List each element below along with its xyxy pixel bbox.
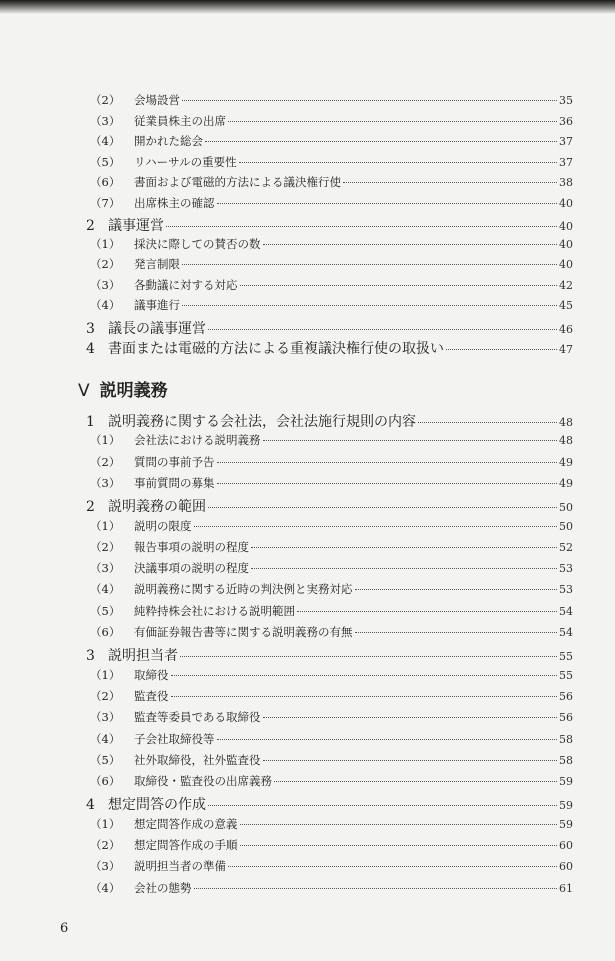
entry-page: 54 bbox=[559, 604, 573, 618]
toc-section-entry bbox=[86, 794, 573, 814]
chapter-number: V bbox=[78, 381, 90, 401]
entry-title: 採決に際しての賛否の数 bbox=[134, 236, 261, 251]
entry-page: 55 bbox=[559, 650, 573, 664]
entry-number: （3） bbox=[90, 113, 121, 128]
entry-title: 議長の議事運営 bbox=[108, 320, 206, 337]
entry-number: （2） bbox=[90, 539, 121, 554]
dot-leader bbox=[263, 440, 558, 441]
toc-section-entry bbox=[86, 645, 573, 665]
entry-page: 58 bbox=[559, 753, 573, 767]
dot-leader bbox=[263, 244, 558, 245]
chapter-heading bbox=[78, 376, 168, 401]
toc-subsection-entry bbox=[90, 603, 573, 619]
entry-title: 取締役 bbox=[134, 667, 169, 682]
dot-leader bbox=[251, 568, 557, 569]
dot-leader bbox=[239, 162, 557, 163]
entry-page: 56 bbox=[559, 711, 573, 725]
entry-title: リハーサルの重要性 bbox=[134, 154, 237, 169]
toc-subsection-entry bbox=[90, 709, 573, 725]
entry-page: 38 bbox=[559, 176, 573, 189]
entry-title: 会社法における説明義務 bbox=[134, 433, 261, 448]
entry-title: 説明担当者の準備 bbox=[134, 859, 226, 874]
entry-page: 50 bbox=[559, 519, 573, 533]
entry-number: （6） bbox=[90, 774, 121, 789]
toc-subsection-entry bbox=[90, 816, 573, 832]
entry-number: （1） bbox=[90, 518, 121, 533]
entry-title: 取締役・監査役の出席義務 bbox=[134, 774, 272, 789]
entry-number: （3） bbox=[90, 859, 121, 874]
dot-leader bbox=[251, 547, 557, 548]
entry-title: 会社の態勢 bbox=[134, 880, 192, 895]
entry-page: 55 bbox=[559, 668, 573, 682]
dot-leader bbox=[228, 121, 557, 122]
toc-section-entry bbox=[86, 496, 573, 516]
entry-page: 47 bbox=[559, 343, 573, 356]
toc-subsection-entry bbox=[90, 581, 573, 597]
entry-number: （2） bbox=[90, 688, 121, 703]
entry-title: 事前質問の募集 bbox=[134, 475, 215, 490]
dot-leader bbox=[263, 717, 558, 718]
entry-number: （6） bbox=[90, 175, 121, 189]
entry-number: （4） bbox=[90, 880, 121, 895]
entry-title: 純粋持株会社における説明範囲 bbox=[134, 603, 295, 618]
entry-title: 説明義務の範囲 bbox=[108, 499, 206, 516]
dot-leader bbox=[171, 696, 558, 697]
entry-number: 3 bbox=[86, 320, 95, 337]
toc-section-entry bbox=[86, 338, 573, 358]
entry-title: 決議事項の説明の程度 bbox=[134, 561, 249, 576]
chapter-title: 説明義務 bbox=[99, 381, 168, 401]
toc-subsection-entry bbox=[90, 174, 573, 190]
entry-title: 有価証券報告書等に関する説明義務の有無 bbox=[134, 625, 353, 639]
entry-title: 監査等委員である取締役 bbox=[134, 710, 261, 725]
dot-leader bbox=[182, 305, 557, 306]
dot-leader bbox=[240, 285, 558, 286]
entry-page: 59 bbox=[559, 799, 573, 813]
page-number: 6 bbox=[60, 921, 69, 936]
entry-page: 46 bbox=[559, 322, 573, 336]
dot-leader bbox=[194, 888, 558, 889]
toc-subsection-entry bbox=[90, 731, 573, 747]
dot-leader bbox=[263, 760, 558, 761]
toc-subsection-entry bbox=[90, 236, 573, 252]
entry-title: 書面または電磁的方法による重複議決権行使の取扱い bbox=[108, 341, 444, 357]
toc-subsection-entry bbox=[90, 539, 573, 555]
toc-subsection-entry bbox=[90, 858, 573, 874]
dot-leader bbox=[194, 526, 558, 527]
entry-page: 59 bbox=[559, 775, 573, 789]
entry-page: 50 bbox=[559, 501, 573, 515]
dot-leader bbox=[297, 611, 557, 612]
dot-leader bbox=[418, 422, 557, 423]
dot-leader bbox=[343, 182, 557, 183]
entry-number: （3） bbox=[90, 475, 121, 490]
entry-page: 37 bbox=[559, 155, 573, 169]
entry-title: 想定問答作成の意義 bbox=[134, 816, 238, 831]
toc-subsection-entry bbox=[90, 518, 573, 534]
entry-title: 子会社取締役等 bbox=[134, 731, 215, 746]
entry-number: （2） bbox=[90, 838, 121, 852]
entry-title: 各動議に対する対応 bbox=[134, 277, 238, 292]
entry-title: 議事進行 bbox=[134, 298, 180, 312]
entry-page: 40 bbox=[559, 196, 573, 210]
entry-number: （5） bbox=[90, 603, 121, 618]
entry-number: （3） bbox=[90, 561, 121, 576]
toc-subsection-entry bbox=[90, 195, 573, 211]
entry-number: （1） bbox=[90, 816, 121, 831]
entry-title: 説明の限度 bbox=[134, 518, 192, 533]
toc-subsection-entry bbox=[90, 475, 573, 491]
entry-number: （1） bbox=[90, 667, 121, 682]
entry-page: 59 bbox=[559, 817, 573, 831]
entry-number: （4） bbox=[90, 134, 121, 148]
dot-leader bbox=[217, 203, 558, 204]
entry-page: 53 bbox=[559, 583, 573, 597]
entry-number: （4） bbox=[90, 298, 121, 312]
entry-page: 60 bbox=[559, 860, 573, 874]
toc-subsection-entry bbox=[90, 277, 573, 293]
entry-page: 58 bbox=[559, 732, 573, 746]
toc-subsection-entry bbox=[90, 92, 573, 108]
entry-number: 1 bbox=[86, 414, 95, 430]
dot-leader bbox=[208, 805, 557, 806]
toc-subsection-entry bbox=[90, 880, 573, 896]
entry-title: 開かれた総会 bbox=[134, 134, 203, 148]
entry-page: 36 bbox=[559, 114, 573, 128]
entry-number: （5） bbox=[90, 154, 121, 169]
entry-title: 報告事項の説明の程度 bbox=[134, 539, 249, 554]
toc-subsection-entry bbox=[90, 454, 573, 470]
entry-page: 48 bbox=[559, 434, 573, 448]
toc-subsection-entry bbox=[90, 624, 573, 640]
entry-title: 従業員株主の出席 bbox=[134, 113, 226, 128]
entry-title: 想定問答の作成 bbox=[108, 797, 206, 814]
toc-subsection-entry bbox=[90, 256, 573, 272]
dot-leader bbox=[446, 349, 557, 350]
entry-page: 40 bbox=[559, 220, 573, 233]
entry-number: 2 bbox=[86, 499, 95, 516]
entry-number: （3） bbox=[90, 277, 121, 292]
dot-leader bbox=[182, 100, 557, 101]
entry-title: 説明担当者 bbox=[108, 648, 178, 665]
entry-title: 監査役 bbox=[134, 688, 169, 703]
entry-page: 61 bbox=[559, 881, 573, 895]
dot-leader bbox=[355, 589, 558, 590]
entry-title: 説明義務に関する近時の判決例と実務対応 bbox=[134, 582, 353, 597]
entry-number: （2） bbox=[90, 454, 121, 469]
entry-number: （4） bbox=[90, 731, 121, 746]
dot-leader bbox=[171, 675, 558, 676]
entry-number: （7） bbox=[90, 195, 121, 210]
entry-page: 40 bbox=[559, 237, 573, 251]
dot-leader bbox=[182, 264, 557, 265]
entry-title: 発言制限 bbox=[134, 257, 180, 271]
dot-leader bbox=[217, 462, 558, 463]
entry-page: 54 bbox=[559, 626, 573, 639]
entry-number: （5） bbox=[90, 752, 121, 767]
entry-page: 52 bbox=[559, 540, 573, 554]
dot-leader bbox=[274, 781, 557, 782]
toc-section-entry bbox=[86, 318, 573, 338]
entry-page: 60 bbox=[559, 839, 573, 852]
entry-title: 出席株主の確認 bbox=[134, 195, 215, 210]
entry-page: 40 bbox=[559, 258, 573, 271]
dot-leader bbox=[240, 845, 558, 846]
dot-leader bbox=[217, 739, 558, 740]
entry-number: 4 bbox=[86, 797, 95, 814]
toc-subsection-entry bbox=[90, 432, 573, 448]
entry-number: （3） bbox=[90, 710, 121, 725]
toc-subsection-entry bbox=[90, 560, 573, 576]
entry-number: （2） bbox=[90, 93, 121, 107]
dot-leader bbox=[208, 507, 557, 508]
entry-title: 想定問答作成の手順 bbox=[134, 838, 238, 852]
entry-title: 説明義務に関する会社法，会社法施行規則の内容 bbox=[108, 414, 416, 430]
dot-leader bbox=[240, 824, 558, 825]
entry-page: 49 bbox=[559, 455, 573, 469]
entry-page: 56 bbox=[559, 689, 573, 703]
dot-leader bbox=[166, 226, 557, 227]
toc-subsection-entry bbox=[90, 837, 573, 853]
entry-number: （4） bbox=[90, 582, 121, 597]
entry-title: 社外取締役，社外監査役 bbox=[134, 752, 261, 767]
toc-subsection-entry bbox=[90, 667, 573, 683]
entry-number: （1） bbox=[90, 433, 121, 448]
toc-subsection-entry bbox=[90, 113, 573, 129]
toc-subsection-entry bbox=[90, 773, 573, 789]
dot-leader bbox=[180, 656, 557, 657]
entry-number: （2） bbox=[90, 257, 121, 271]
entry-page: 35 bbox=[559, 94, 573, 107]
entry-number: 2 bbox=[86, 218, 95, 234]
entry-page: 53 bbox=[559, 562, 573, 576]
dot-leader bbox=[208, 329, 557, 330]
toc-subsection-entry bbox=[90, 297, 573, 313]
entry-title: 質問の事前予告 bbox=[134, 454, 215, 469]
entry-title: 書面および電磁的方法による議決権行使 bbox=[134, 175, 341, 189]
entry-title: 議事運営 bbox=[108, 218, 164, 234]
entry-number: （6） bbox=[90, 625, 121, 639]
toc-section-entry bbox=[86, 215, 573, 235]
dot-leader bbox=[205, 141, 557, 142]
toc-subsection-entry bbox=[90, 154, 573, 170]
entry-number: （1） bbox=[90, 236, 121, 251]
entry-page: 45 bbox=[559, 299, 573, 312]
entry-number: 4 bbox=[86, 341, 95, 357]
toc-subsection-entry bbox=[90, 752, 573, 768]
toc-subsection-entry bbox=[90, 688, 573, 704]
dot-leader bbox=[228, 866, 557, 867]
entry-page: 37 bbox=[559, 135, 573, 148]
toc-section-entry bbox=[86, 411, 573, 431]
entry-page: 42 bbox=[559, 278, 573, 292]
dot-leader bbox=[355, 632, 558, 633]
dot-leader bbox=[217, 483, 558, 484]
entry-page: 49 bbox=[559, 476, 573, 490]
entry-number: 3 bbox=[86, 648, 95, 665]
toc-subsection-entry bbox=[90, 133, 573, 149]
entry-page: 48 bbox=[559, 416, 573, 429]
entry-title: 会場設営 bbox=[134, 93, 180, 107]
